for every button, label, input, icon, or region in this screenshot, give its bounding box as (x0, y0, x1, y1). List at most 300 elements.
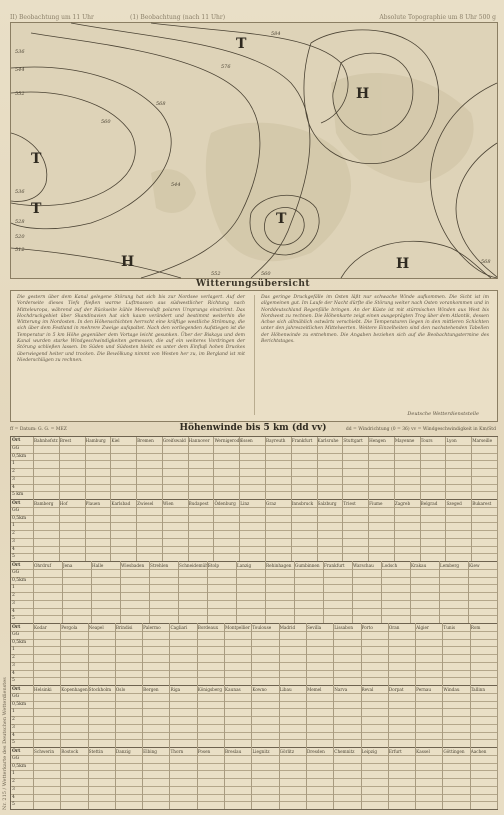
station-name: Hof (59, 501, 68, 506)
high-marker: H (396, 256, 410, 272)
station-name: Brest (59, 438, 72, 443)
column-rule (333, 747, 334, 809)
altitude-label: 3 (12, 724, 15, 730)
column-rule (110, 499, 111, 561)
station-name: Elbing (143, 749, 157, 754)
altitude-label: 4 (12, 484, 15, 490)
column-rule (142, 623, 143, 685)
station-name: Frankfurt (291, 438, 313, 443)
altitude-label: 2 (12, 593, 15, 598)
isobar-label: 520 (15, 234, 25, 240)
column-rule (394, 437, 395, 499)
column-rule (224, 623, 225, 685)
column-rule (497, 747, 498, 809)
column-rule (352, 561, 353, 623)
column-rule (342, 437, 343, 499)
column-rule (381, 561, 382, 623)
map-header-right: Absolute Topographie um 8 Uhr 500 g (379, 14, 496, 21)
column-rule (265, 561, 266, 623)
station-name: Karlsruhe (317, 438, 339, 443)
column-rule (88, 747, 89, 809)
station-name: Bergen (143, 687, 159, 692)
altitude-label: GG (12, 507, 20, 513)
station-name: Hannover (188, 438, 210, 443)
column-rule (368, 499, 369, 561)
side-caption: Nr. 215 / Wetterkarte des Deutschen Wetterdienstes (2, 677, 8, 810)
station-name: Stettin (88, 749, 104, 754)
ort-label: Ort (12, 749, 21, 754)
column-rule (468, 561, 469, 623)
station-name: Tours (420, 438, 433, 443)
ort-label: Ort (12, 687, 21, 692)
station-name: Tallinn (470, 687, 486, 692)
station-name: Wiesbaden (121, 563, 145, 568)
low-marker: T (31, 201, 42, 217)
column-rule (265, 437, 266, 499)
station-name: Oslo (115, 687, 126, 692)
column-rule (368, 437, 369, 499)
column-rule (162, 499, 163, 561)
altitude-label: 5 (12, 678, 15, 684)
wind-table-title: Höhenwinde bis 5 km (dd vv) (179, 423, 327, 433)
altitude-label: 3 (12, 662, 15, 668)
station-name: Lodsch (382, 563, 398, 568)
column-rule (62, 561, 63, 623)
station-name: Windau (443, 687, 460, 692)
column-rule (442, 685, 443, 747)
altitude-label: 0,5km (12, 453, 27, 459)
station-name: Helsinki (34, 687, 52, 692)
column-rule (33, 437, 34, 499)
isobar-label: 552 (15, 91, 25, 97)
column-rule (142, 685, 143, 747)
isobar-label: 568 (481, 259, 491, 265)
station-name: Greifswald (162, 438, 186, 443)
isobar-label: 544 (15, 67, 25, 73)
column-rule (169, 685, 170, 747)
station-name: Salzburg (317, 501, 337, 506)
altitude-label: 1 (12, 647, 15, 653)
station-name: Wernigerode (214, 438, 242, 443)
column-rule (88, 623, 89, 685)
station-name: Danzig (115, 749, 131, 754)
column-rule (239, 437, 240, 499)
altitude-label: 5 (12, 740, 15, 746)
station-name: Riga (170, 687, 181, 692)
station-name: Pernau (416, 687, 432, 692)
column-rule (445, 499, 446, 561)
column-rule (279, 747, 280, 809)
high-marker: H (356, 86, 370, 102)
high-marker: H (121, 254, 135, 270)
column-rule (188, 437, 189, 499)
altitude-label: 1 (12, 461, 15, 467)
station-name: Wien (162, 501, 174, 506)
station-name: Belgrad (420, 501, 438, 506)
altitude-label: 2 (12, 779, 15, 784)
column-rule (197, 623, 198, 685)
isobar-label: 512 (15, 247, 25, 253)
station-name: Lissabon (334, 625, 354, 630)
column-rule (410, 561, 411, 623)
column-rule (388, 685, 389, 747)
isobar-label: 584 (271, 31, 281, 37)
station-name: Göttingen (443, 749, 465, 754)
station-name: Lyon (446, 438, 457, 443)
column-rule (497, 685, 498, 747)
isobar-label: 544 (171, 182, 181, 188)
station-name: Ödenburg (214, 501, 236, 506)
station-name: Bayreuth (266, 438, 286, 443)
altitude-row (11, 801, 497, 810)
column-rule (33, 561, 34, 623)
station-name: Zwiesel (137, 501, 154, 506)
weather-summary (10, 290, 498, 422)
station-name: Mayenne (394, 438, 415, 443)
column-rule (142, 747, 143, 809)
station-name: Marseille (472, 438, 493, 443)
column-rule (306, 747, 307, 809)
column-rule (115, 685, 116, 747)
station-name: Graz (266, 501, 277, 506)
station-name: Dresden (306, 749, 325, 754)
altitude-label: 2 (12, 655, 15, 660)
column-rule (470, 623, 471, 685)
column-rule (251, 685, 252, 747)
station-name: Bordeaux (197, 625, 219, 630)
altitude-label: GG (12, 631, 20, 637)
station-name: Jena (63, 563, 73, 568)
column-rule (497, 437, 498, 499)
station-name: Libau (279, 687, 292, 692)
low-marker: T (236, 36, 247, 52)
station-name: Chemnitz (334, 749, 355, 754)
column-rule (251, 623, 252, 685)
station-name: Hengen (369, 438, 386, 443)
column-rule (239, 499, 240, 561)
column-rule (197, 685, 198, 747)
upper-air-map (10, 22, 498, 279)
column-rule (361, 623, 362, 685)
column-rule (420, 437, 421, 499)
summary-signature: Deutsche Wetterdienststelle (407, 411, 479, 417)
column-rule (291, 499, 292, 561)
station-name: Kassel (416, 749, 430, 754)
column-rule (415, 747, 416, 809)
station-name: Reval (361, 687, 374, 692)
station-name: Aachen (470, 749, 487, 754)
station-name: Plauen (85, 501, 101, 506)
column-rule (60, 747, 61, 809)
column-rule (33, 499, 34, 561)
column-rule (213, 499, 214, 561)
altitude-label: 4 (12, 546, 15, 552)
station-name: Bahnhofstr. (34, 438, 59, 443)
column-rule (323, 561, 324, 623)
station-name: Breslau (225, 749, 242, 754)
station-name: Palermo (143, 625, 161, 630)
station-name: Porto (361, 625, 373, 630)
station-name: Gumbinnen (295, 563, 320, 568)
wind-legend-left: ff = Datum: G. G. = MEZ (10, 427, 67, 432)
column-rule (88, 685, 89, 747)
column-rule (33, 685, 34, 747)
station-name: Budapest (188, 501, 209, 506)
station-name: Kiew (469, 563, 480, 568)
column-rule (59, 437, 60, 499)
column-rule (60, 685, 61, 747)
altitude-label: 0,5km (12, 639, 27, 645)
column-rule (388, 623, 389, 685)
station-name: Tunis (443, 625, 456, 630)
altitude-label: 5 (12, 616, 15, 622)
station-name: Leipzig (361, 749, 378, 754)
isobar-label: 576 (221, 64, 231, 70)
column-rule (497, 499, 498, 561)
altitude-label: 1 (12, 771, 15, 777)
column-rule (169, 623, 170, 685)
column-rule (394, 499, 395, 561)
station-name: Warschau (353, 563, 374, 568)
altitude-label: 2 (12, 469, 15, 474)
station-name: Bamberg (34, 501, 54, 506)
column-rule (197, 747, 198, 809)
summary-right-column: Das geringe Druckgefälle im Osten läßt nur schwache Winde aufkommen. Die Sicht ist im allgemeinen gut. Im Laufe der Nacht dürfte die Störung weiter nach Osten vorankommen und in Norddeutschland Regenfälle bringen. An der Küste ist mit stürmischen Winden aus West bis Nordwest zu rechnen. Die Höhenkarte zeigt einen ausgeprägten Trog über dem Atlantik, dessen Achse sich allmählich ostwärts verschiebt. Die Temperaturen liegen in den mittleren Schichten unter den jahreszeitlichen Mittelwerten. Weitere Einzelheiten sind den nachstehenden Tabellen der Höhenwinde zu entnehmen. Die Angaben beziehen sich auf die Beobachtungstermine des Berichtstages. (261, 295, 489, 345)
altitude-label: 0,5km (12, 701, 27, 707)
column-rule (361, 685, 362, 747)
column-rule (224, 685, 225, 747)
column-rule (33, 623, 34, 685)
column-rule (213, 437, 214, 499)
altitude-label: 5 (12, 554, 15, 560)
station-name: Lemberg (440, 563, 460, 568)
station-name: Zagreb (394, 501, 411, 506)
column-rule (471, 437, 472, 499)
column-rule (291, 437, 292, 499)
station-name: Szeged (446, 501, 462, 506)
column-rule (442, 747, 443, 809)
altitude-label: 0,5km (12, 577, 27, 583)
column-rule (439, 561, 440, 623)
column-rule (85, 437, 86, 499)
column-rule (136, 437, 137, 499)
column-rule (85, 499, 86, 561)
low-marker: T (276, 211, 287, 227)
isobar-label: 568 (156, 101, 166, 107)
station-name: Essen (240, 438, 253, 443)
column-divider (254, 295, 255, 415)
station-name: Rostock (61, 749, 79, 754)
ort-label: Ort (12, 438, 21, 443)
column-rule (59, 499, 60, 561)
column-rule (342, 499, 343, 561)
station-name: Kiel (111, 438, 120, 443)
altitude-label: 1 (12, 523, 15, 529)
column-rule (279, 685, 280, 747)
column-rule (415, 685, 416, 747)
column-rule (306, 685, 307, 747)
column-rule (294, 561, 295, 623)
altitude-label: GG (12, 569, 20, 575)
altitude-label: 2 (12, 531, 15, 536)
station-name: Strehlen (150, 563, 169, 568)
column-rule (33, 747, 34, 809)
altitude-label: 0,5km (12, 763, 27, 769)
column-rule (497, 623, 498, 685)
station-name: Madrid (279, 625, 296, 630)
isobar-label: 528 (15, 219, 25, 225)
column-rule (207, 561, 208, 623)
column-rule (470, 685, 471, 747)
station-name: Posen (197, 749, 211, 754)
station-name: Algier (416, 625, 429, 630)
station-name: Rehinhagen (266, 563, 292, 568)
column-rule (149, 561, 150, 623)
column-rule (136, 499, 137, 561)
summary-title: Witterungsübersicht (195, 279, 311, 289)
altitude-label: GG (12, 445, 20, 451)
wind-table (10, 436, 498, 810)
station-name: Thorn (170, 749, 184, 754)
station-name: Brindisi (115, 625, 133, 630)
column-rule (60, 623, 61, 685)
station-name: Dorpat (388, 687, 404, 692)
altitude-label: 4 (12, 608, 15, 614)
station-name: Liegnitz (252, 749, 270, 754)
station-name: Bremen (137, 438, 154, 443)
station-name: Hamburg (85, 438, 106, 443)
station-name: Montpellier (225, 625, 250, 630)
altitude-label: 2 (12, 717, 15, 722)
station-name: Erfurt (388, 749, 402, 754)
station-name: Kowno (252, 687, 267, 692)
column-rule (162, 437, 163, 499)
station-name: Frankfurt (324, 563, 345, 568)
column-rule (333, 623, 334, 685)
ort-label: Ort (12, 563, 21, 568)
column-rule (361, 747, 362, 809)
summary-left-column: Die gestern über dem Kanal gelegene Störung hat sich bis zur Nordsee verlagert. Auf der Vorderseite dieses Tiefs fließen warme Luftmassen aus südwestlicher Richtung nach Mitteleuropa, während auf der Rückseite kühle Meeresluft polaren Ursprungs einströmt. Das Hochdruckgebiet über Skandinavien hat sich kaum verändert und bestimmt weiterhin die Witterung im Nordosten. In den Höhenschichten herrscht eine kräftige westliche Strömung, die sich über dem Festland in mehrere Zweige aufspaltet. Nach den vorliegenden Aufstiegen ist die Temperatur in 5 km Höhe gegenüber dem Vortage leicht gesunken. Über der Biskaya und dem Kanal wurden starke Windgeschwindigkeiten gemessen, die auf ein weiteres Vordringen der Störung schließen lassen. Im Süden und Südosten bleibt es unter dem Einfluß hohen Druckes überwiegend heiter und trocken. Die Bewölkung nimmt von Westen her zu, im Bergland ist mit Niederschlägen zu rechnen. (17, 295, 245, 363)
station-name: Oran (388, 625, 400, 630)
station-name: Memel (306, 687, 322, 692)
station-name: Kopenhagen (61, 687, 88, 692)
isobar-label: 536 (15, 49, 25, 55)
station-name: Kodar (34, 625, 47, 630)
station-name: Kaunas (225, 687, 241, 692)
ort-label: Ort (12, 501, 21, 506)
altitude-label: 3 (12, 786, 15, 792)
altitude-label: 3 (12, 538, 15, 544)
station-name: Pergola (61, 625, 78, 630)
station-name: Ohrdruf (34, 563, 52, 568)
wind-table-header (10, 424, 496, 436)
column-rule (442, 623, 443, 685)
isobar-label: 560 (101, 119, 111, 125)
station-name: Bukarest (472, 501, 492, 506)
station-name: Cagliari (170, 625, 188, 630)
map-header-mid: (1) Beobachtung (nach 11 Uhr) (130, 14, 226, 21)
station-name: Sevilla (306, 625, 322, 630)
column-rule (317, 437, 318, 499)
altitude-label: 4 (12, 732, 15, 738)
station-name: Krakau (411, 563, 427, 568)
altitude-label: 4 (12, 794, 15, 800)
wind-legend-right: dd = Windrichtung (0 = 36) vv = Windgeschwindigkeit in Km/Std (345, 427, 496, 432)
station-name: Karlsbad (111, 501, 131, 506)
column-rule (333, 685, 334, 747)
column-rule (415, 623, 416, 685)
station-name: Stockholm (88, 687, 112, 692)
land-masses (151, 73, 474, 261)
map-header-left: II) Beobachtung um 11 Uhr (10, 14, 94, 21)
altitude-label: GG (12, 755, 20, 761)
column-rule (115, 623, 116, 685)
altitude-label: 5 (12, 802, 15, 808)
station-name: Stolp (208, 563, 220, 568)
column-rule (279, 623, 280, 685)
altitude-label: 1 (12, 585, 15, 591)
column-rule (91, 561, 92, 623)
column-rule (445, 437, 446, 499)
isobar-chart (11, 23, 497, 278)
column-rule (388, 747, 389, 809)
station-name: Triest (343, 501, 356, 506)
station-name: Linz (240, 501, 250, 506)
column-rule (265, 499, 266, 561)
column-rule (110, 437, 111, 499)
station-name: Schneidemühl (179, 563, 210, 568)
station-name: Rom (470, 625, 481, 630)
column-rule (188, 499, 189, 561)
station-name: Görlitz (279, 749, 295, 754)
station-name: Narva (334, 687, 348, 692)
altitude-label: 4 (12, 670, 15, 676)
column-rule (236, 561, 237, 623)
column-rule (224, 747, 225, 809)
column-rule (306, 623, 307, 685)
altitude-label: 0,5km (12, 515, 27, 521)
station-name: Halle (92, 563, 104, 568)
column-rule (497, 561, 498, 623)
station-name: Fiume (369, 501, 383, 506)
station-name: Toulouse (252, 625, 272, 630)
isobar-label: 536 (15, 189, 25, 195)
column-rule (471, 499, 472, 561)
ort-label: Ort (12, 625, 21, 630)
station-name: Neapel (88, 625, 104, 630)
isobar-label: 560 (261, 271, 271, 277)
column-rule (115, 747, 116, 809)
station-name: Lanzig (237, 563, 252, 568)
column-rule (317, 499, 318, 561)
station-name: Schwerin (34, 749, 55, 754)
station-name: Innsbruck (291, 501, 314, 506)
altitude-label: 3 (12, 600, 15, 606)
column-rule (251, 747, 252, 809)
altitude-label: 5 km (12, 492, 24, 498)
station-name: Königsberg (197, 687, 222, 692)
column-rule (120, 561, 121, 623)
column-rule (178, 561, 179, 623)
column-rule (420, 499, 421, 561)
altitude-label: 1 (12, 709, 15, 715)
column-rule (470, 747, 471, 809)
isobar-label: 552 (211, 271, 221, 277)
altitude-label: 3 (12, 476, 15, 482)
station-name: Stuttgart (343, 438, 363, 443)
altitude-label: GG (12, 693, 20, 699)
low-marker: T (31, 151, 42, 167)
